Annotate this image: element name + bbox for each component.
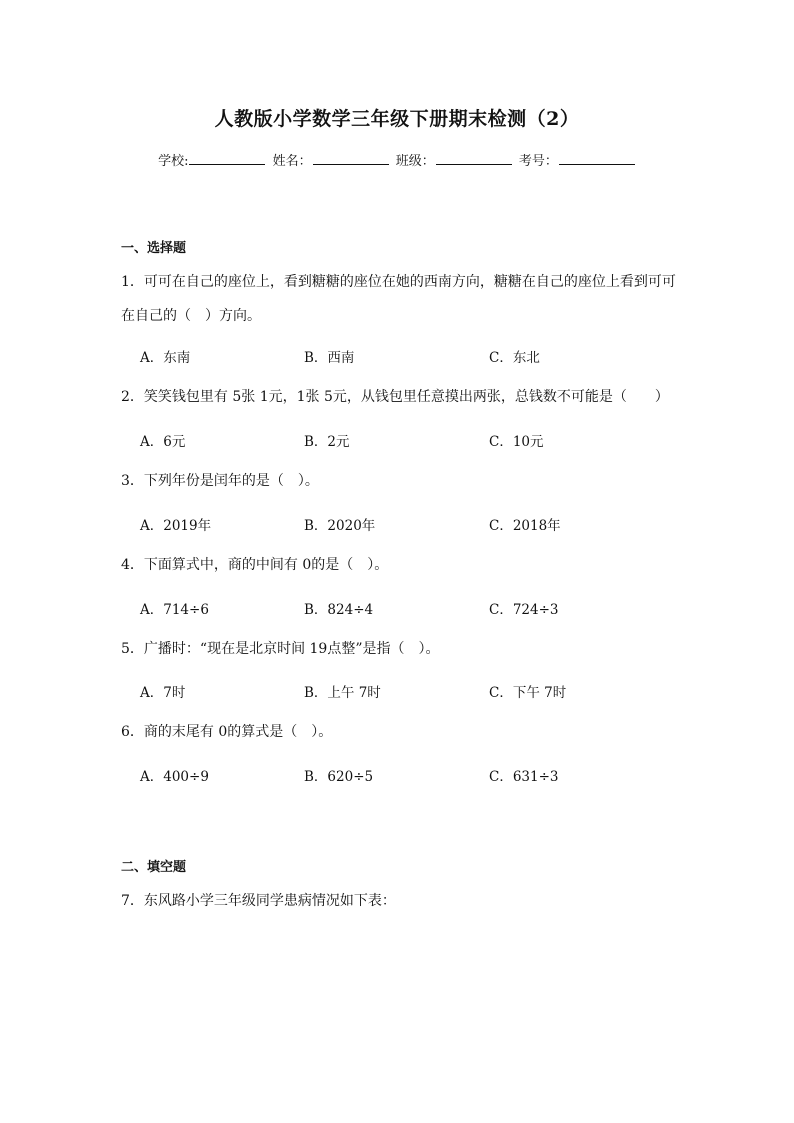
option-a[interactable]: A．2019年 [140,518,212,534]
option-a[interactable]: A．400÷9 [140,769,209,785]
option-a[interactable]: A．714÷6 [140,602,209,618]
option-b[interactable]: B．2元 [304,434,350,450]
option-c[interactable]: C．东北 [489,350,540,366]
option-c[interactable]: C．10元 [489,434,544,450]
question-7: 7．东风路小学三年级同学患病情况如下表： [121,893,396,909]
options-4 [140,598,700,618]
school-blank[interactable] [189,151,265,165]
option-b[interactable]: B．西南 [304,350,355,366]
question-5: 5．广播时：“现在是北京时间 19点整”是指（ ）。 [121,641,440,657]
exam-number-label: 考号： [518,154,558,169]
question-1: 1．可可在自己的座位上，看到糖糖的座位在她的西南方向，糖糖在自己的座位上看到可可在自己的（ ）方向。 [121,274,676,324]
class-label: 班级： [395,154,435,169]
student-info-row [0,150,794,169]
options-2 [140,430,700,450]
option-c[interactable]: C．631÷3 [489,769,559,785]
options-1 [140,346,700,366]
option-c[interactable]: C．2018年 [489,518,561,534]
option-b[interactable]: B．620÷5 [304,769,374,785]
class-blank[interactable] [436,151,512,165]
question-3: 3．下列年份是闰年的是（ ）。 [121,473,319,489]
option-a[interactable]: A．东南 [140,350,191,366]
name-label: 姓名： [272,154,312,169]
option-a[interactable]: A．7时 [140,685,186,701]
option-c[interactable]: C．下午 7时 [489,685,567,701]
options-3 [140,514,700,534]
page-title: 人教版小学数学三年级下册期末检测（2） [214,108,580,130]
question-6: 6．商的末尾有 0的算式是（ ）。 [121,724,333,740]
option-b[interactable]: B．上午 7时 [304,685,381,701]
options-5 [140,681,700,701]
option-c[interactable]: C．724÷3 [489,602,559,618]
name-blank[interactable] [313,151,389,165]
exam-number-blank[interactable] [559,151,635,165]
question-2: 2．笑笑钱包里有 5张 1元，1张 5元，从钱包里任意摸出两张，总钱数不可能是（ ） [121,389,669,405]
section-heading-fill-blank: 二、填空题 [121,860,187,875]
option-b[interactable]: B．824÷4 [304,602,374,618]
section-heading-choice: 一、选择题 [121,241,187,256]
question-4: 4．下面算式中，商的中间有 0的是（ ）。 [121,557,389,573]
school-label: 学校: [158,154,189,169]
option-b[interactable]: B．2020年 [304,518,376,534]
option-a[interactable]: A．6元 [140,434,186,450]
options-6 [140,765,700,785]
